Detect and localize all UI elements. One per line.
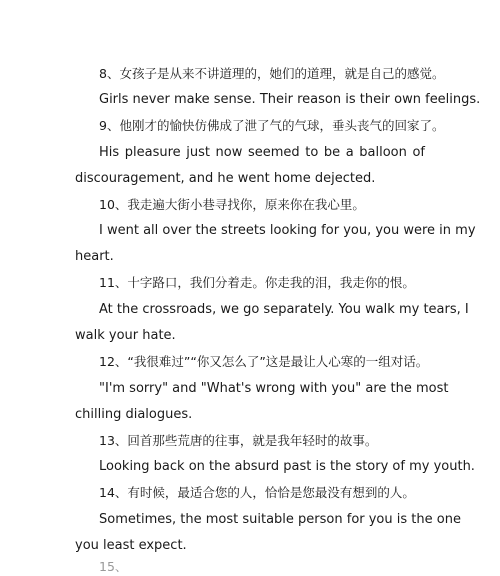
entry-10-chinese: 10、我走遍大街小巷寻找你，原来你在我心里。 [99, 197, 365, 212]
entry-9-chinese: 9、他刚才的愉快仿佛成了泄了气的气球，垂头丧气的回家了。 [99, 118, 445, 133]
entry-11-chinese: 11、十字路口，我们分着走。你走我的泪，我走你的恨。 [99, 275, 415, 290]
entry-8-english-line-1: Girls never make sense. Their reason is their own feelings. [99, 92, 481, 107]
entry-14-english-line-2: you least expect. [75, 538, 187, 553]
entry-13-english-line-1: Looking back on the absurd past is the story of my youth. [99, 459, 475, 474]
entry-10-english-line-1: I went all over the streets looking for you, you were in my [99, 223, 476, 238]
entry-12-english-line-2: chilling dialogues. [75, 407, 193, 422]
cut-off-next-line [75, 558, 425, 574]
entry-13-chinese: 13、回首那些荒唐的往事，就是我年轻时的故事。 [99, 433, 378, 448]
entry-12-chinese: 12、“我很难过”“你又怎么了”这是最让人心寒的一组对话。 [99, 354, 429, 369]
entry-11-english-line-2: walk your hate. [75, 328, 176, 343]
entry-8-chinese: 8、女孩子是从来不讲道理的，她们的道理，就是自己的感觉。 [99, 66, 445, 81]
entry-10-english-line-2: heart. [75, 249, 114, 264]
entry-12-english-line-1: "I'm sorry" and "What's wrong with you" are the most [99, 381, 449, 396]
entry-14-chinese: 14、有时候，最适合您的人，恰恰是您最没有想到的人。 [99, 485, 415, 500]
entry-9-english-line-2: discouragement, and he went home dejected. [75, 171, 376, 186]
cut-off-line-text: 15、 [99, 559, 128, 574]
entry-9-english-line-1: His pleasure just now seemed to be a balloon of [99, 145, 425, 160]
entry-11-english-line-1: At the crossroads, we go separately. You walk my tears, I [99, 302, 469, 317]
entry-14-english-line-1: Sometimes, the most suitable person for you is the one [99, 512, 461, 527]
